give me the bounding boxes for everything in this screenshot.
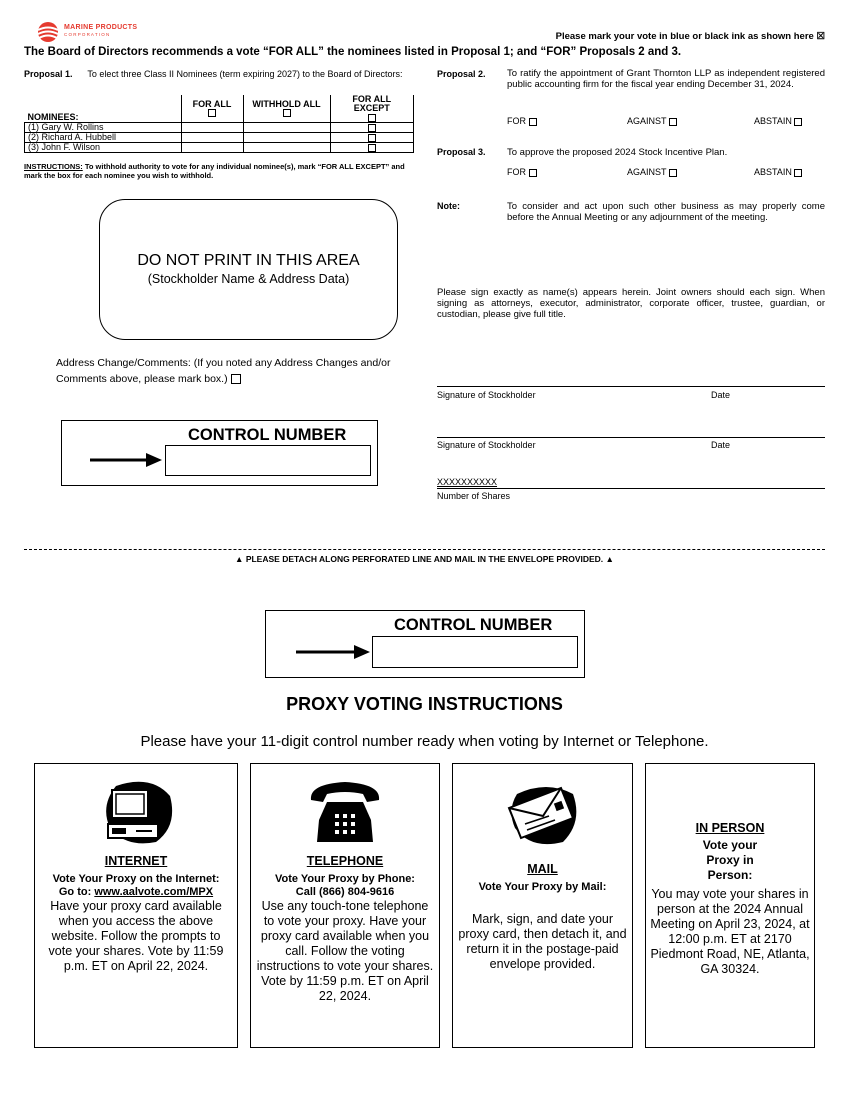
company-logo [36,21,156,45]
control-number-box [61,420,378,486]
proposal3-against: AGAINST [627,167,677,177]
proposal3-text: To approve the proposed 2024 Stock Incentive Plan. [507,147,728,158]
control-number-box-2 [265,610,585,678]
signature-label-1: Signature of Stockholder [437,390,536,400]
proposal1-text: To elect three Class II Nominees (term expiring 2027) to the Board of Directors: [87,69,403,79]
address-area [99,199,398,340]
signature-label-2: Signature of Stockholder [437,440,536,450]
nominee-name: (1) Gary W. Rollins [25,123,182,133]
withhold-all-checkbox[interactable] [283,109,291,117]
table-row [25,143,414,153]
proposal3-for-checkbox[interactable] [529,169,537,177]
control-number-label: CONTROL NUMBER [188,426,347,444]
internet-url-line: Go to: www.aalvote.com/MPX [58,886,214,898]
perforated-line [24,549,825,550]
telephone-body: Use any touch-tone telephone to vote your proxy. Have your proxy card available when you call. Follow the voting instructions to vote your shares. Vote by 11:59 p.m. ET on April 22, 2024. [256,899,434,1003]
internet-sub: Vote Your Proxy on the Internet: [52,873,220,885]
address-change-checkbox[interactable] [231,374,241,384]
table-row [25,133,414,143]
telephone-number: Call (866) 804-9616 [295,886,395,898]
nominee-except-checkbox[interactable] [368,134,376,142]
arrow-right-icon [296,645,370,659]
proposal3-against-checkbox[interactable] [669,169,677,177]
note-text: To consider and act upon such other business as may properly come before the Annual Meeting or any adjournment of the meeting. [507,201,825,223]
logo-name: MARINE PRODUCTS [64,24,138,31]
in-person-body: You may vote your shares in person at the 2024 Annual Meeting on April 23, 2024, at 12:00 p.m. ET at 2170 Piedmont Road, NE, Atlanta, GA 30324. [650,887,810,976]
control-number-label-2: CONTROL NUMBER [394,616,553,634]
telephone-card [250,763,440,1048]
shares-label: Number of Shares [437,491,511,501]
for-all-except-checkbox[interactable] [368,114,376,122]
col-for-all: FOR ALL [181,95,243,123]
table-row [25,123,414,133]
detach-instructions: ▲ PLEASE DETACH ALONG PERFORATED LINE AND MAIL IN THE ENVELOPE PROVIDED. ▲ [235,554,614,564]
nominee-except-checkbox[interactable] [368,144,376,152]
mail-title: MAIL [527,862,558,876]
signature-line-1[interactable] [437,386,825,387]
mail-envelope-icon [503,778,583,850]
mail-body: Mark, sign, and date your proxy card, then detach it, and return it in the postage-paid envelope provided. [458,912,627,971]
proposal2-against-checkbox[interactable] [669,118,677,126]
in-person-sub: Vote your Proxy in Person: [702,838,758,882]
proposal2-text: To ratify the appointment of Grant Thornton LLP as independent registered public accounting firm for the fiscal year ending December 31, 2024. [507,68,825,90]
computer-icon [96,776,176,846]
internet-url-link[interactable]: www.aalvote.com/MPX [94,886,214,898]
proposal2-label: Proposal 2. [437,69,486,79]
col-for-all-except: FOR ALL EXCEPT [330,95,414,123]
ink-mark-icon: ☒ [816,31,825,42]
nominees-table [24,95,414,153]
logo-corp: C O R P O R A T I O N [64,32,110,37]
proposal3-for: FOR [507,167,537,177]
internet-card [34,763,238,1048]
for-all-checkbox[interactable] [208,109,216,117]
shares-value: XXXXXXXXXX [437,477,498,487]
internet-body: Have your proxy card available when you access the above website. Follow the prompts to vote your shares. Vote by 11:59 p.m. ET on April 22, 2024. [48,899,224,973]
in-person-card [645,763,815,1048]
ink-note: Please mark your vote in blue or black ink as shown here ☒ [555,31,825,42]
internet-title: INTERNET [104,854,168,868]
note-label: Note: [437,201,460,211]
proposal2-against: AGAINST [627,116,677,126]
signature-line-2[interactable] [437,437,825,438]
sign-instructions: Please sign exactly as name(s) appears herein. Joint owners should each sign. When signing as attorneys, executor, administrator, corporate officer, trustee, guardian, or custodian, please give full title. [437,287,825,320]
nominee-except-checkbox[interactable] [368,124,376,132]
control-number-field-2[interactable] [372,636,578,668]
board-recommendation: The Board of Directors recommends a vote “FOR ALL” the nominees listed in Proposal 1; and “FOR” Proposals 2 and 3. [24,46,682,58]
date-label-2: Date [711,440,731,450]
in-person-title: IN PERSON [695,821,765,835]
arrow-right-icon [90,453,162,467]
mail-card [452,763,633,1048]
instructions-subtitle: Please have your 11-digit control number ready when voting by Internet or Telephone. [140,733,709,750]
proposal3-abstain: ABSTAIN [754,167,802,177]
nominee-name: (2) Richard A. Hubbell [25,133,182,143]
control-number-field[interactable] [165,445,371,476]
proposal2-abstain-checkbox[interactable] [794,118,802,126]
address-area-title: DO NOT PRINT IN THIS AREA [137,252,360,269]
proposal2-for: FOR [507,116,537,126]
proposal1-instructions: INSTRUCTIONS: To withhold authority to vote for any individual nominee(s), mark “FOR ALL EXCEPT” and mark the box for each nominee you wish to withhold. [24,162,405,180]
telephone-sub: Vote Your Proxy by Phone: [275,873,415,885]
nominee-name: (3) John F. Wilson [25,143,182,153]
address-area-subtitle: (Stockholder Name & Address Data) [147,272,350,286]
telephone-title: TELEPHONE [306,854,384,868]
shares-line [437,488,825,489]
proposal2-for-checkbox[interactable] [529,118,537,126]
proposal3-abstain-checkbox[interactable] [794,169,802,177]
address-change: Address Change/Comments: (If you noted any Address Changes and/or Comments above, please mark box.) [56,357,391,385]
proposal2-abstain: ABSTAIN [754,116,802,126]
date-label-1: Date [711,390,731,400]
mail-sub: Vote Your Proxy by Mail: [478,881,607,893]
instructions-title: PROXY VOTING INSTRUCTIONS [286,694,563,714]
proposal3-label: Proposal 3. [437,147,486,157]
proposal1-label: Proposal 1. [24,69,73,79]
logo-icon [36,21,60,43]
col-nominees: NOMINEES: [25,95,182,123]
telephone-icon [305,776,385,848]
col-withhold-all: WITHHOLD ALL [243,95,330,123]
